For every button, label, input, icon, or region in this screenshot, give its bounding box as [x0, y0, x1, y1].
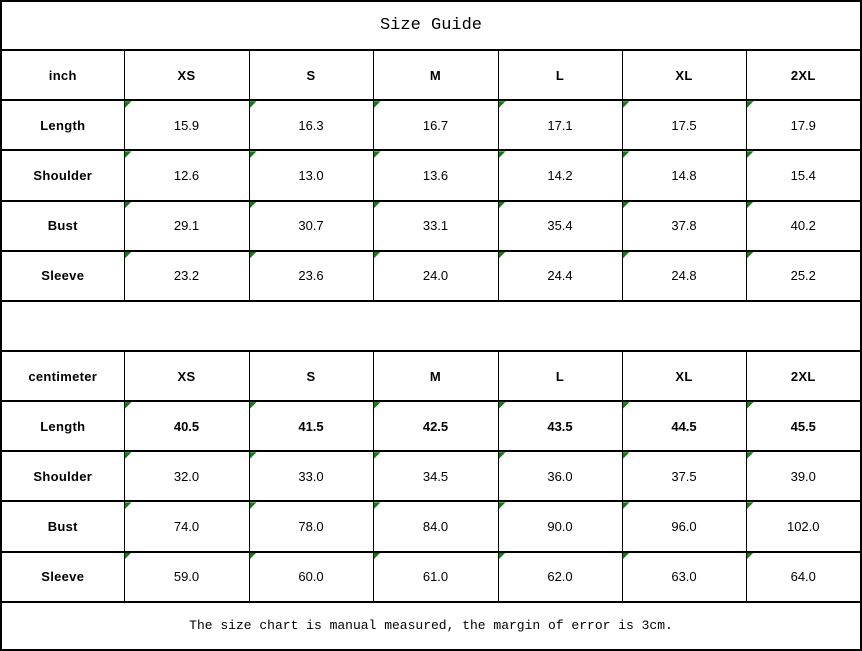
- cell-flag-icon: [374, 252, 381, 259]
- measurement-cell: [498, 251, 622, 301]
- cell-flag-icon: [125, 502, 132, 509]
- measurement-value: 13.0: [298, 167, 324, 183]
- footer-note-row: [1, 602, 861, 650]
- measurement-cell: [746, 552, 861, 602]
- measurement-cell: [249, 501, 373, 551]
- cell-flag-icon: [499, 452, 506, 459]
- measurement-value: 16.3: [298, 117, 324, 133]
- measurement-value: 24.4: [547, 268, 573, 284]
- measurement-value: 32.0: [173, 468, 200, 484]
- measurement-cell: [124, 401, 249, 451]
- inch-shoulder-row: [1, 150, 861, 200]
- size-header-l: L: [498, 50, 622, 100]
- measurement-value: 17.5: [671, 117, 697, 133]
- row-label-bust: Bust: [1, 501, 124, 551]
- measurement-cell: [498, 100, 622, 150]
- measurement-cell: [373, 201, 498, 251]
- measurement-value: 17.1: [547, 117, 573, 133]
- measurement-cell: [373, 501, 498, 551]
- size-header-s: S: [249, 351, 373, 401]
- inch-length-row: [1, 100, 861, 150]
- cell-flag-icon: [374, 101, 381, 108]
- inch-bust-row: [1, 201, 861, 251]
- measurement-cell: [746, 501, 861, 551]
- title-row: [1, 1, 861, 50]
- cell-flag-icon: [374, 202, 381, 209]
- cell-flag-icon: [125, 402, 132, 409]
- measurement-cell: [622, 451, 746, 501]
- measurement-cell: [622, 251, 746, 301]
- cell-flag-icon: [374, 502, 381, 509]
- measurement-value: 62.0: [547, 569, 573, 585]
- cell-flag-icon: [250, 151, 257, 158]
- measurement-value: 24.8: [671, 268, 697, 284]
- unit-header-centimeter: centimeter: [1, 351, 124, 401]
- row-label-shoulder: Shoulder: [1, 150, 124, 200]
- measurement-cell: [498, 552, 622, 602]
- measurement-cell: [249, 552, 373, 602]
- measurement-value: 63.0: [671, 569, 697, 585]
- cell-flag-icon: [125, 151, 132, 158]
- cell-flag-icon: [125, 101, 132, 108]
- measurement-value: 78.0: [298, 518, 324, 534]
- cell-flag-icon: [250, 402, 257, 409]
- measurement-value: 45.5: [790, 418, 816, 434]
- size-header-l: L: [498, 351, 622, 401]
- size-header-xs: XS: [124, 50, 249, 100]
- measurement-value: 60.0: [298, 569, 324, 585]
- measurement-value: 34.5: [422, 468, 449, 484]
- measurement-cell: [746, 201, 861, 251]
- footer-note: The size chart is manual measured, the margin of error is 3cm.: [1, 602, 861, 650]
- cell-flag-icon: [623, 151, 630, 158]
- measurement-cell: [373, 100, 498, 150]
- cell-flag-icon: [374, 402, 381, 409]
- cell-flag-icon: [499, 202, 506, 209]
- measurement-cell: [498, 401, 622, 451]
- measurement-value: 15.9: [173, 117, 200, 133]
- cell-flag-icon: [747, 252, 754, 259]
- measurement-cell: [124, 451, 249, 501]
- measurement-value: 23.2: [173, 268, 200, 284]
- measurement-cell: [124, 201, 249, 251]
- measurement-value: 36.0: [547, 468, 573, 484]
- measurement-value: 15.4: [790, 167, 816, 183]
- measurement-value: 23.6: [298, 268, 324, 284]
- measurement-cell: [498, 501, 622, 551]
- measurement-value: 96.0: [671, 518, 697, 534]
- measurement-value: 42.5: [422, 418, 449, 434]
- cell-flag-icon: [747, 101, 754, 108]
- measurement-cell: [622, 100, 746, 150]
- measurement-cell: [249, 100, 373, 150]
- size-header-xs: XS: [124, 351, 249, 401]
- measurement-cell: [498, 451, 622, 501]
- row-label-length: Length: [1, 401, 124, 451]
- cell-flag-icon: [499, 252, 506, 259]
- cell-flag-icon: [125, 202, 132, 209]
- cell-flag-icon: [623, 402, 630, 409]
- size-header-2xl: 2XL: [746, 50, 861, 100]
- cell-flag-icon: [250, 502, 257, 509]
- cell-flag-icon: [623, 452, 630, 459]
- measurement-value: 13.6: [422, 167, 449, 183]
- inch-header-row: [1, 50, 861, 100]
- measurement-cell: [124, 150, 249, 200]
- cell-flag-icon: [250, 202, 257, 209]
- measurement-value: 37.8: [671, 218, 697, 234]
- cell-flag-icon: [499, 402, 506, 409]
- measurement-cell: [373, 251, 498, 301]
- cell-flag-icon: [125, 252, 132, 259]
- spacer-cell: [1, 301, 861, 351]
- cm-bust-row: [1, 501, 861, 551]
- measurement-value: 61.0: [422, 569, 449, 585]
- measurement-cell: [746, 100, 861, 150]
- measurement-cell: [622, 552, 746, 602]
- measurement-value: 39.0: [790, 468, 816, 484]
- inch-sleeve-row: [1, 251, 861, 301]
- measurement-cell: [373, 451, 498, 501]
- measurement-value: 37.5: [671, 468, 697, 484]
- measurement-cell: [746, 150, 861, 200]
- measurement-cell: [622, 201, 746, 251]
- cell-flag-icon: [250, 101, 257, 108]
- measurement-cell: [249, 150, 373, 200]
- cell-flag-icon: [499, 151, 506, 158]
- measurement-value: 25.2: [790, 268, 816, 284]
- measurement-value: 30.7: [298, 218, 324, 234]
- row-label-length: Length: [1, 100, 124, 150]
- cell-flag-icon: [623, 202, 630, 209]
- measurement-cell: [124, 100, 249, 150]
- size-header-2xl: 2XL: [746, 351, 861, 401]
- measurement-value: 29.1: [173, 218, 200, 234]
- cell-flag-icon: [250, 252, 257, 259]
- measurement-value: 35.4: [547, 218, 573, 234]
- measurement-value: 14.8: [671, 167, 697, 183]
- measurement-value: 14.2: [547, 167, 573, 183]
- cell-flag-icon: [623, 101, 630, 108]
- measurement-cell: [373, 150, 498, 200]
- measurement-value: 17.9: [790, 117, 816, 133]
- measurement-cell: [498, 201, 622, 251]
- cell-flag-icon: [747, 202, 754, 209]
- measurement-cell: [249, 401, 373, 451]
- measurement-cell: [746, 251, 861, 301]
- measurement-cell: [249, 451, 373, 501]
- measurement-value: 59.0: [173, 569, 200, 585]
- cell-flag-icon: [499, 101, 506, 108]
- cm-length-row: [1, 401, 861, 451]
- cell-flag-icon: [623, 252, 630, 259]
- measurement-value: 33.0: [298, 468, 324, 484]
- spacer-row: [1, 301, 861, 351]
- measurement-cell: [249, 251, 373, 301]
- cm-header-row: [1, 351, 861, 401]
- cell-flag-icon: [747, 553, 754, 560]
- cm-sleeve-row: [1, 552, 861, 602]
- size-header-m: M: [373, 50, 498, 100]
- cell-flag-icon: [250, 553, 257, 560]
- measurement-value: 90.0: [547, 518, 573, 534]
- row-label-sleeve: Sleeve: [1, 552, 124, 602]
- size-header-s: S: [249, 50, 373, 100]
- measurement-value: 24.0: [422, 268, 449, 284]
- measurement-cell: [373, 552, 498, 602]
- page-title: Size Guide: [1, 1, 861, 50]
- size-header-xl: XL: [622, 50, 746, 100]
- measurement-cell: [622, 401, 746, 451]
- cell-flag-icon: [374, 151, 381, 158]
- cell-flag-icon: [374, 553, 381, 560]
- cm-shoulder-row: [1, 451, 861, 501]
- measurement-value: 44.5: [671, 418, 697, 434]
- measurement-cell: [746, 451, 861, 501]
- measurement-value: 40.2: [790, 218, 816, 234]
- cell-flag-icon: [125, 553, 132, 560]
- measurement-cell: [622, 501, 746, 551]
- measurement-cell: [622, 150, 746, 200]
- cell-flag-icon: [499, 553, 506, 560]
- measurement-value: 43.5: [547, 418, 573, 434]
- cell-flag-icon: [747, 402, 754, 409]
- measurement-cell: [373, 401, 498, 451]
- measurement-cell: [498, 150, 622, 200]
- cell-flag-icon: [747, 452, 754, 459]
- cell-flag-icon: [250, 452, 257, 459]
- row-label-bust: Bust: [1, 201, 124, 251]
- measurement-value: 40.5: [173, 418, 200, 434]
- measurement-value: 41.5: [298, 418, 324, 434]
- measurement-cell: [124, 552, 249, 602]
- measurement-value: 74.0: [173, 518, 200, 534]
- measurement-value: 84.0: [422, 518, 449, 534]
- measurement-cell: [124, 501, 249, 551]
- cell-flag-icon: [623, 553, 630, 560]
- cell-flag-icon: [747, 151, 754, 158]
- measurement-value: 12.6: [173, 167, 200, 183]
- cell-flag-icon: [125, 452, 132, 459]
- row-label-shoulder: Shoulder: [1, 451, 124, 501]
- measurement-value: 64.0: [790, 569, 816, 585]
- size-header-xl: XL: [622, 351, 746, 401]
- cell-flag-icon: [623, 502, 630, 509]
- measurement-cell: [249, 201, 373, 251]
- unit-header-inch: inch: [1, 50, 124, 100]
- measurement-value: 33.1: [422, 218, 449, 234]
- cell-flag-icon: [747, 502, 754, 509]
- measurement-value: 16.7: [422, 117, 449, 133]
- measurement-value: 102.0: [786, 518, 820, 534]
- size-header-m: M: [373, 351, 498, 401]
- measurement-cell: [746, 401, 861, 451]
- cell-flag-icon: [499, 502, 506, 509]
- cell-flag-icon: [374, 452, 381, 459]
- row-label-sleeve: Sleeve: [1, 251, 124, 301]
- measurement-cell: [124, 251, 249, 301]
